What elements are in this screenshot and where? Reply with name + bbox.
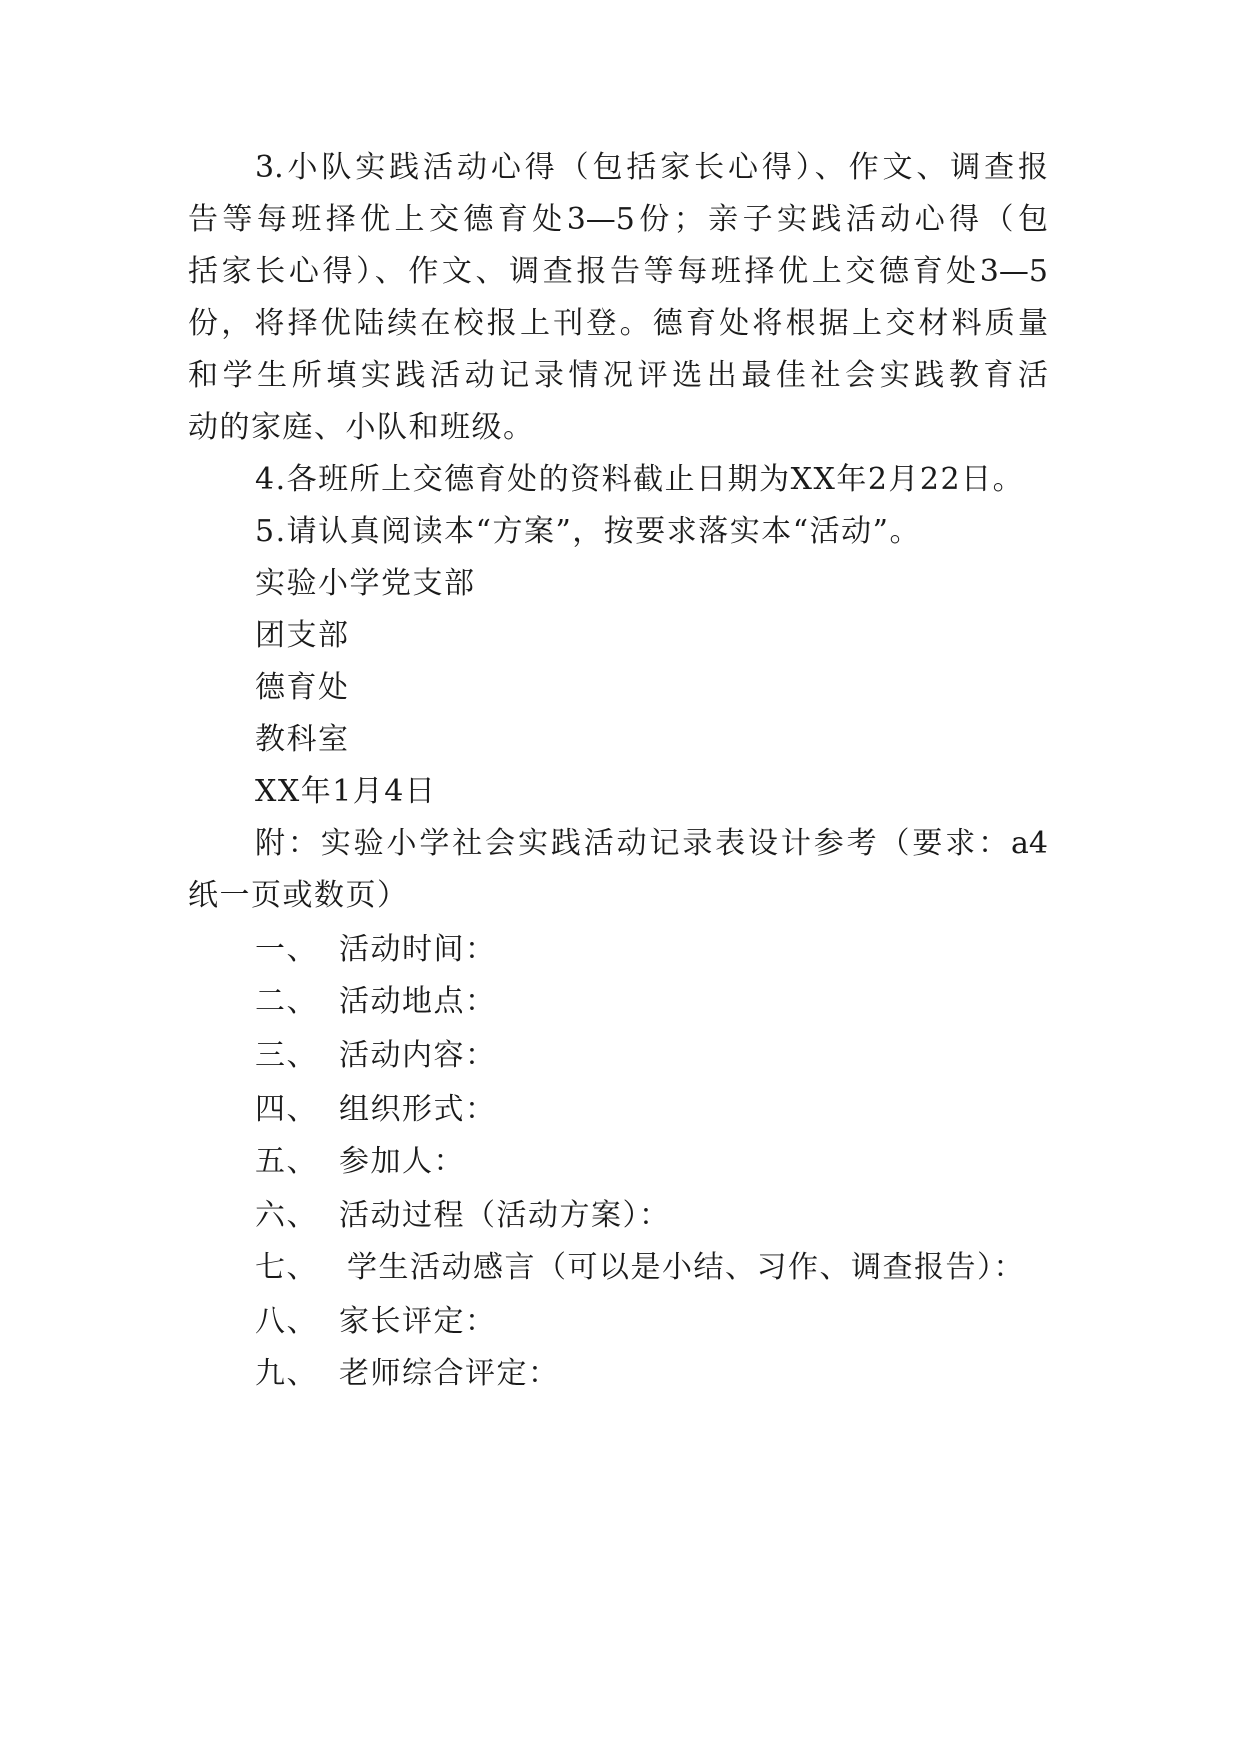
document-date: XX年1月4日: [255, 774, 437, 809]
appendix-line-2: 纸一页或数页）: [188, 878, 409, 913]
form-item-label: 老师综合评定：: [339, 1356, 560, 1391]
form-item: [255, 1036, 497, 1076]
signature-party-branch: 实验小学党支部: [255, 566, 476, 601]
form-item-label: 活动地点：: [339, 984, 497, 1019]
paragraph-3-line-1: 3.小队实践活动心得（包括家长心得）、作文、调查报: [255, 150, 1048, 185]
form-item: [255, 1090, 497, 1130]
form-item: [255, 1354, 560, 1394]
paragraph-3-line-5: 和学生所填实践活动记录情况评选出最佳社会实践教育活: [188, 358, 1048, 393]
form-item-number: 九、: [255, 1356, 318, 1391]
form-item-number: 一、: [255, 932, 318, 967]
paragraph-3-line-2: 告等每班择优上交德育处3—5份；亲子实践活动心得（包: [188, 202, 1048, 237]
form-item-label: 家长评定：: [339, 1304, 497, 1339]
paragraph-3-line-3: 括家长心得）、作文、调查报告等每班择优上交德育处3—5: [188, 254, 1048, 289]
form-item: [255, 1196, 671, 1236]
form-item-number: 三、: [255, 1038, 318, 1073]
form-item-label: 活动内容：: [339, 1038, 497, 1073]
form-item-label: 学生活动感言（可以是小结、习作、调查报告）：: [347, 1250, 1025, 1285]
paragraph-3-line-6: 动的家庭、小队和班级。: [188, 410, 535, 445]
form-item: [255, 1302, 497, 1342]
signature-moral-education: 德育处: [255, 670, 350, 705]
form-item: [255, 982, 497, 1022]
form-item-label: 参加人：: [339, 1144, 465, 1179]
form-item-label: 组织形式：: [339, 1092, 497, 1127]
item-5: 5.请认真阅读本“方案”，按要求落实本“活动”。: [255, 514, 921, 549]
paragraph-3-line-4: 份，将择优陆续在校报上刊登。德育处将根据上交材料质量: [188, 306, 1048, 341]
form-item-label: 活动时间：: [339, 932, 497, 967]
form-item: [255, 1142, 465, 1182]
form-item: [255, 1248, 1025, 1288]
form-item-label: 活动过程（活动方案）：: [339, 1198, 671, 1233]
form-item-number: 六、: [255, 1198, 318, 1233]
form-item-number: 二、: [255, 984, 318, 1019]
form-item-number: 八、: [255, 1304, 318, 1339]
item-4: 4.各班所上交德育处的资料截止日期为XX年2月22日。: [255, 462, 1025, 497]
signature-teaching-research: 教科室: [255, 722, 350, 757]
form-item-number: 五、: [255, 1144, 318, 1179]
form-item: [255, 930, 497, 970]
form-item-number: 四、: [255, 1092, 318, 1127]
appendix-line-1: 附：实验小学社会实践活动记录表设计参考（要求：a4: [255, 826, 1048, 861]
signature-youth-league: 团支部: [255, 618, 350, 653]
form-item-number: 七、: [255, 1250, 318, 1285]
